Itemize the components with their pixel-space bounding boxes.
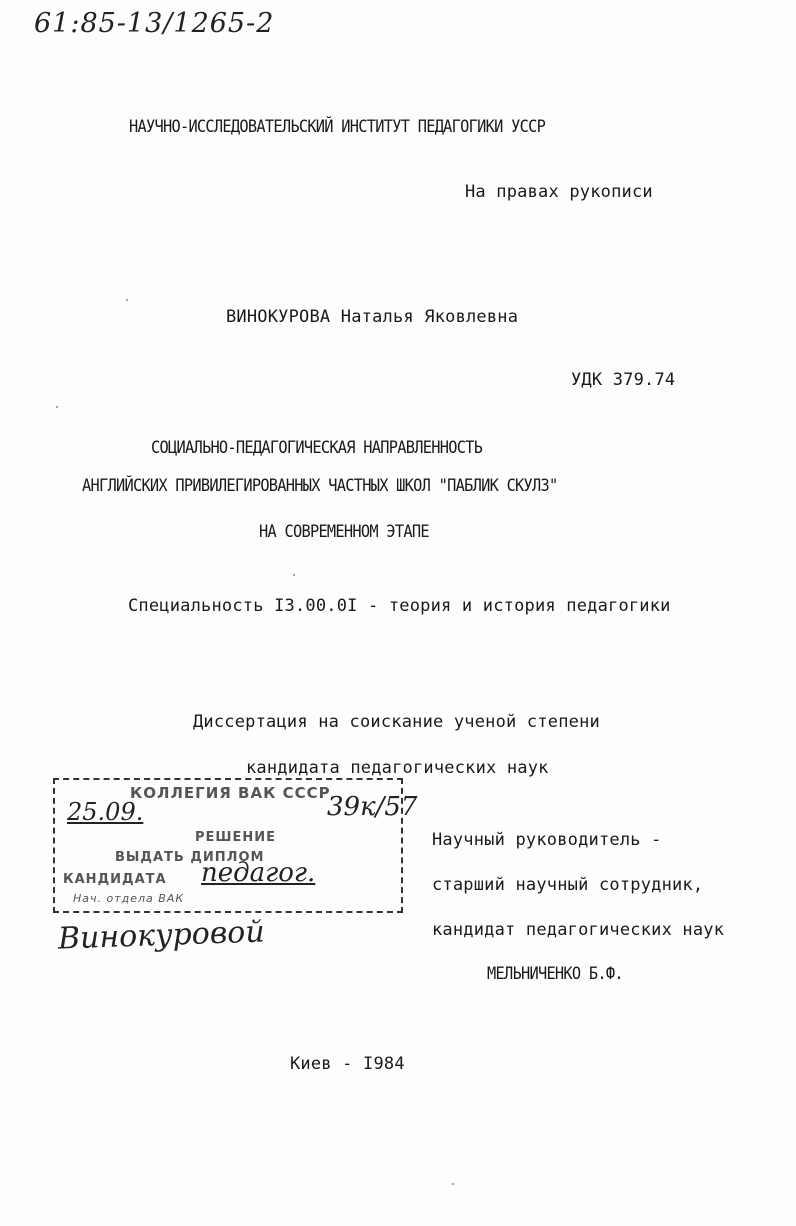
scan-speck xyxy=(293,574,295,576)
supervisor-degree: кандидат педагогических наук xyxy=(432,920,725,940)
archive-number: 61:85-13/1265-2 xyxy=(34,8,275,39)
stamp-decision: РЕШЕНИЕ xyxy=(195,830,276,845)
scan-speck xyxy=(56,406,58,408)
stamp-issue: ВЫДАТЬ ДИПЛОМ xyxy=(115,850,265,865)
city-year: Киев - I984 xyxy=(290,1054,405,1074)
supervisor-label: Научный руководитель - xyxy=(432,830,662,850)
stamp-handwritten-date: 25.09. xyxy=(67,798,144,826)
handwritten-signature: Винокуровой xyxy=(57,914,266,957)
stamp-candidate: КАНДИДАТА xyxy=(63,872,167,887)
scan-speck xyxy=(452,1183,454,1185)
udc-code: УДК 379.74 xyxy=(571,370,676,390)
title-line-1: СОЦИАЛЬНО-ПЕДАГОГИЧЕСКАЯ НАПРАВЛЕННОСТЬ xyxy=(151,438,483,458)
stamp-handwritten-field: педагог. xyxy=(201,858,316,888)
scan-speck xyxy=(126,299,128,301)
title-line-3: НА СОВРЕМЕННОМ ЭТАПЕ xyxy=(259,522,429,542)
stamp-handwritten-number: 39к/57 xyxy=(327,792,418,822)
stamp-department: Нач. отдела ВАК xyxy=(73,892,185,905)
supervisor-name: МЕЛЬНИЧЕНКО Б.Ф. xyxy=(487,964,623,984)
specialty: Специальность I3.00.0I - теория и история педагогики xyxy=(128,596,671,616)
manuscript-rights: На правах рукописи xyxy=(465,182,653,202)
dissertation-line-2: кандидата педагогических наук xyxy=(246,758,549,778)
author-name: ВИНОКУРОВА Наталья Яковлевна xyxy=(226,307,519,327)
title-line-2: АНГЛИЙСКИХ ПРИВИЛЕГИРОВАННЫХ ЧАСТНЫХ ШКОЛ "ПАБЛИК СКУЛЗ" xyxy=(82,476,558,496)
institute-name: НАУЧНО-ИССЛЕДОВАТЕЛЬСКИЙ ИНСТИТУТ ПЕДАГОГИКИ УССР xyxy=(129,117,546,137)
supervisor-position: старший научный сотрудник, xyxy=(432,875,704,895)
dissertation-line-1: Диссертация на соискание ученой степени xyxy=(193,712,600,732)
stamp-header: КОЛЛЕГИЯ ВАК СССР xyxy=(130,784,331,802)
hac-stamp xyxy=(53,778,418,913)
